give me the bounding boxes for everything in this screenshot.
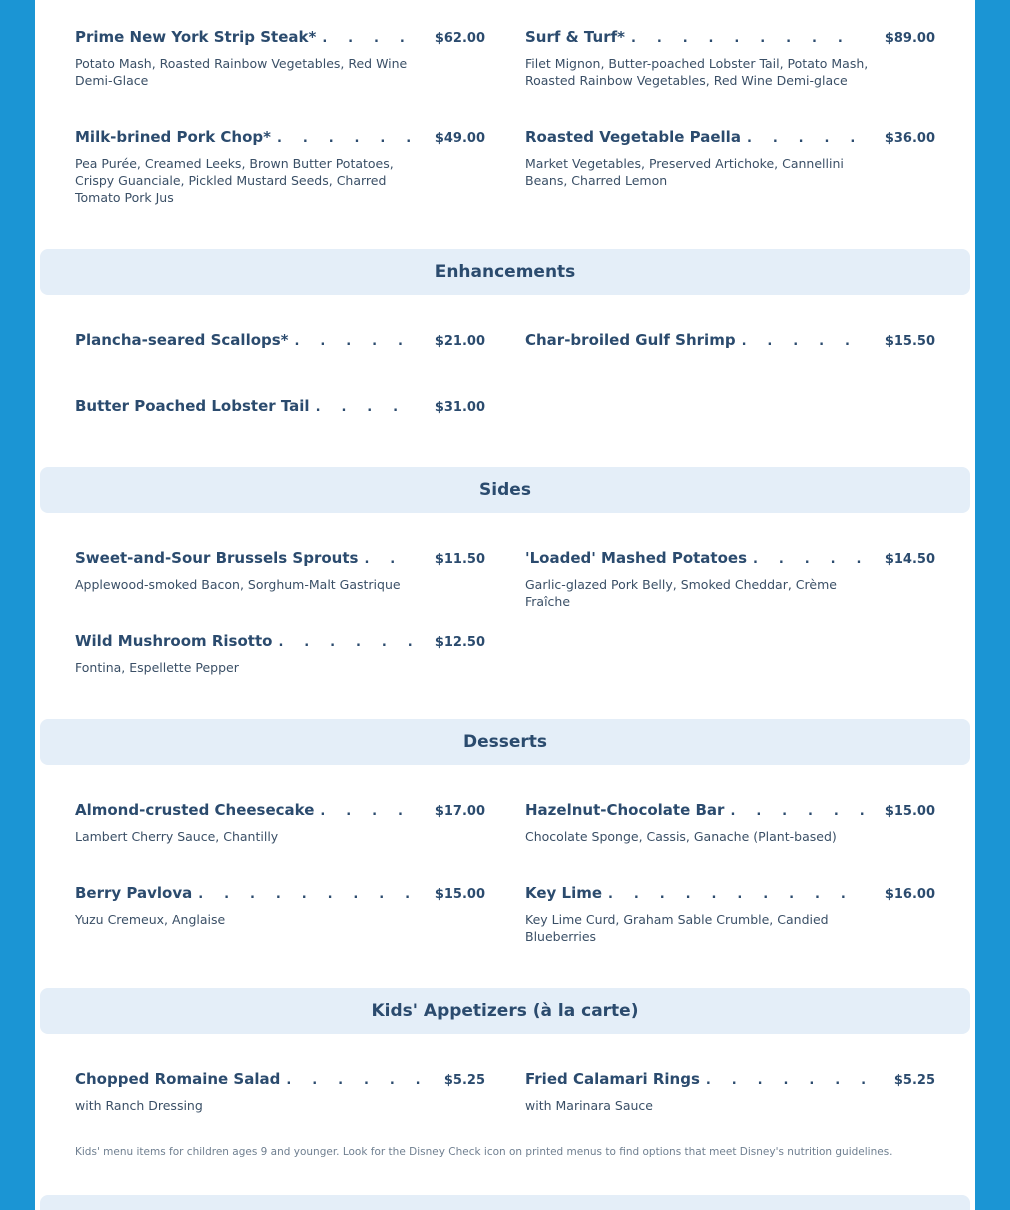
item-description: Market Vegetables, Preserved Artichoke, Cannellini Beans, Charred Lemon [525,156,844,188]
section-header-next [40,1195,970,1210]
dot-leader [278,635,414,650]
item-price: $5.25 [893,1073,935,1088]
item-description: Yuzu Cremeux, Anglaise [75,912,226,927]
item-name: Sweet-and-Sour Brussels Sprouts [75,549,359,567]
item-description: Lambert Cherry Sauce, Chantilly [75,829,279,844]
menu-item [75,801,485,845]
menu-item [525,128,935,189]
item-description: Filet Mignon, Butter-poached Lobster Tail, Potato Mash, Roasted Rainbow Vegetables, Red Wine Demi-glace [525,56,869,88]
item-name: Surf & Turf* [525,28,625,46]
item-description: Pea Purée, Creamed Leeks, Brown Butter Potatoes, Crispy Guanciale, Pickled Mustard Seeds, Charred Tomato Pork Jus [75,156,394,205]
item-price: $36.00 [884,131,935,146]
item-description: with Ranch Dressing [75,1098,203,1113]
section-header-kids-appetizers: Kids' Appetizers (à la carte) [40,988,970,1034]
menu-item [525,884,935,945]
dot-leader [742,334,865,349]
item-price: $5.25 [443,1073,485,1088]
dot-leader [286,1073,424,1088]
item-name: Berry Pavlova [75,884,193,902]
item-name: Key Lime [525,884,603,902]
item-price: $31.00 [434,400,485,415]
item-description: Key Lime Curd, Graham Sable Crumble, Candied Blueberries [525,912,829,944]
item-price: $16.00 [884,887,935,902]
item-name: Char-broiled Gulf Shrimp [525,331,736,349]
section-header-desserts: Desserts [40,719,970,765]
item-name: Almond-crusted Cheesecake [75,801,315,819]
item-name: Prime New York Strip Steak* [75,28,317,46]
item-price: $15.00 [434,887,485,902]
item-description: Chocolate Sponge, Cassis, Ganache (Plant-based) [525,829,837,844]
dot-leader [730,804,864,819]
dot-leader [320,804,414,819]
dot-leader [198,887,415,902]
menu-item [525,28,935,89]
item-name: Wild Mushroom Risotto [75,632,273,650]
item-price: $12.50 [434,635,485,650]
menu-item [525,331,935,353]
dot-leader [277,131,415,146]
menu-item [75,28,485,89]
menu-item [75,549,485,593]
item-price: $49.00 [434,131,485,146]
menu-item [75,884,485,928]
menu-item [75,128,485,206]
item-price: $15.00 [884,804,935,819]
item-description: Fontina, Espellette Pepper [75,660,239,675]
dot-leader [706,1073,874,1088]
kids-menu-footnote: Kids' menu items for children ages 9 and younger. Look for the Disney Check icon on printed menus to find options that meet Disney's nutrition guidelines. [75,1146,893,1158]
item-name: Roasted Vegetable Paella [525,128,741,146]
dot-leader [316,400,415,415]
item-description: Potato Mash, Roasted Rainbow Vegetables, Red Wine Demi-Glace [75,56,408,88]
menu-item [525,801,935,845]
dot-leader [753,552,865,567]
item-description: Garlic-glazed Pork Belly, Smoked Cheddar, Crème Fraîche [525,577,837,609]
menu-item [75,1070,485,1114]
dot-leader [364,552,414,567]
item-name: Plancha-seared Scallops* [75,331,289,349]
section-header-sides: Sides [40,467,970,513]
dot-leader [322,31,415,46]
item-name: Milk-brined Pork Chop* [75,128,271,146]
item-price: $14.50 [884,552,935,567]
item-price: $17.00 [434,804,485,819]
item-name: Hazelnut-Chocolate Bar [525,801,725,819]
dot-leader [608,887,865,902]
item-name: Fried Calamari Rings [525,1070,700,1088]
menu-item [75,632,485,676]
menu-sheet [35,0,975,1210]
item-name: Chopped Romaine Salad [75,1070,281,1088]
section-header-enhancements: Enhancements [40,249,970,295]
item-price: $11.50 [434,552,485,567]
item-price: $62.00 [434,31,485,46]
dot-leader [295,334,415,349]
menu-item [75,331,485,353]
item-description: with Marinara Sauce [525,1098,653,1113]
item-price: $21.00 [434,334,485,349]
dot-leader [747,131,865,146]
dot-leader [631,31,865,46]
item-name: Butter Poached Lobster Tail [75,397,310,415]
item-description: Applewood-smoked Bacon, Sorghum-Malt Gastrique [75,577,401,592]
menu-item [75,397,485,419]
menu-item [525,1070,935,1114]
menu-item [525,549,935,610]
item-price: $89.00 [884,31,935,46]
item-name: 'Loaded' Mashed Potatoes [525,549,747,567]
item-price: $15.50 [884,334,935,349]
